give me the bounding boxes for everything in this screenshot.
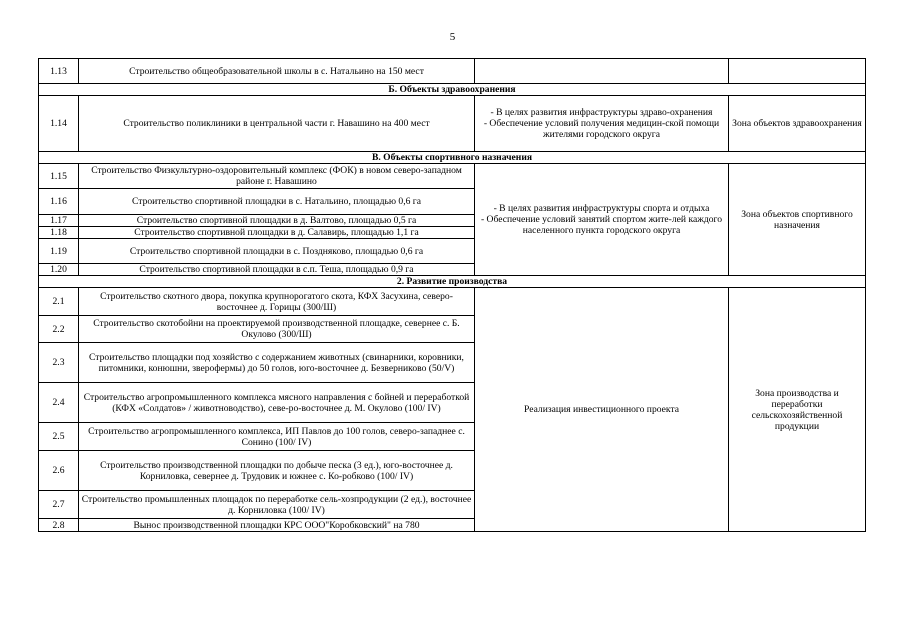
row-number: 2.2 (39, 316, 79, 343)
planning-table (38, 58, 866, 532)
row-number: 2.8 (39, 519, 79, 532)
row-number: 2.4 (39, 383, 79, 423)
zone-cell: Зона объектов спортивного назначения (729, 164, 866, 276)
table-row (39, 59, 866, 84)
zone-line: Зона производства и переработки (755, 387, 839, 410)
row-number: 1.16 (39, 189, 79, 215)
row-number: 1.18 (39, 227, 79, 239)
zone-cell (729, 288, 866, 532)
object-name: Строительство промышленных площадок по переработке сель-хозпродукции (2 ед.), восточнее д. Корниловка (100/ IV) (79, 491, 475, 519)
section-row (39, 152, 866, 164)
goal-line: - В целях развития инфраструктуры здраво-охранения (490, 107, 713, 118)
page-number: 5 (449, 31, 456, 43)
row-number: 2.3 (39, 343, 79, 383)
section-row (39, 276, 866, 288)
goal-cell (475, 164, 729, 276)
object-name: Строительство агропромышленного комплекса мясного направления с бойней и переработкой (КФХ «Солдатов» / животноводство), севе-ро-восточнее д. М. Окулово (100/ IV) (79, 383, 475, 423)
table-row (39, 288, 866, 316)
zone-line: сельскохозяйственной продукции (751, 409, 843, 432)
row-number: 2.7 (39, 491, 79, 519)
goal-cell (475, 96, 729, 152)
goal-line: - Обеспечение условий получения медицин-ской помощи жителями городского округа (483, 118, 720, 140)
goal-cell: Реализация инвестиционного проекта (475, 288, 729, 532)
object-name: Строительство поликлиники в центральной части г. Навашино на 400 мест (79, 96, 475, 152)
object-name: Строительство общеобразовательной школы в с. Натальино на 150 мест (79, 59, 475, 84)
object-name: Строительство производственной площадки по добыче песка (3 ед.), юго-восточнее д. Корниловка, севернее д. Трудовик и южнее с. Ко-робково (100/ IV) (79, 451, 475, 491)
section-heading-health: Б. Объекты здравоохранения (39, 84, 866, 96)
object-name: Строительство Физкультурно-оздоровительный комплекс (ФОК) в новом северо-западном районе г. Навашино (79, 164, 475, 189)
object-name: Строительство спортивной площадки в с.п. Теша, площадью 0,9 га (79, 264, 475, 276)
row-number: 2.6 (39, 451, 79, 491)
object-name: Строительство спортивной площадки в с. Натальино, площадью 0,6 га (79, 189, 475, 215)
table-row (39, 164, 866, 189)
goal-line: - Обеспечение условий занятий спортом жите-лей каждого населенного пункта городского округа (480, 214, 723, 236)
object-name: Строительство спортивной площадки в с. Поздняково, площадью 0,6 га (79, 239, 475, 264)
row-number: 1.17 (39, 215, 79, 227)
object-name: Вынос производственной площадки КРС ООО"Коробковский" на 780 (79, 519, 475, 532)
row-number: 1.20 (39, 264, 79, 276)
row-number: 1.14 (39, 96, 79, 152)
object-name: Строительство спортивной площадки в д. Валтово, площадью 0,5 га (79, 215, 475, 227)
object-name: Строительство спортивной площадки в д. Салавирь, площадью 1,1 га (79, 227, 475, 239)
zone-cell: Зона объектов здравоохранения (729, 96, 866, 152)
row-number: 1.19 (39, 239, 79, 264)
zone-cell (729, 59, 866, 84)
row-number: 1.13 (39, 59, 79, 84)
table-row (39, 96, 866, 152)
goal-line: - В целях развития инфраструктуры спорта и отдыха (493, 203, 710, 214)
section-heading-production: 2. Развитие производства (39, 276, 866, 288)
row-number: 2.5 (39, 423, 79, 451)
row-number: 1.15 (39, 164, 79, 189)
row-number: 2.1 (39, 288, 79, 316)
object-name: Строительство скотобойни на проектируемой производственной площадке, севернее с. Б. Окулово (300/Ш) (79, 316, 475, 343)
object-name: Строительство площадки под хозяйство с содержанием животных (свинарники, коровники, питомники, конюшни, зверофермы) до 50 голов, юго-восточнее д. Безверниково (50/V) (79, 343, 475, 383)
section-heading-sport: В. Объекты спортивного назначения (39, 152, 866, 164)
object-name: Строительство агропромышленного комплекса, ИП Павлов до 100 голов, северо-западнее с. Сонино (100/ IV) (79, 423, 475, 451)
goal-cell (475, 59, 729, 84)
section-row (39, 84, 866, 96)
object-name: Строительство скотного двора, покупка крупнорогатого скота, КФХ Засухина, северо-восточнее д. Горицы (300/Ш) (79, 288, 475, 316)
